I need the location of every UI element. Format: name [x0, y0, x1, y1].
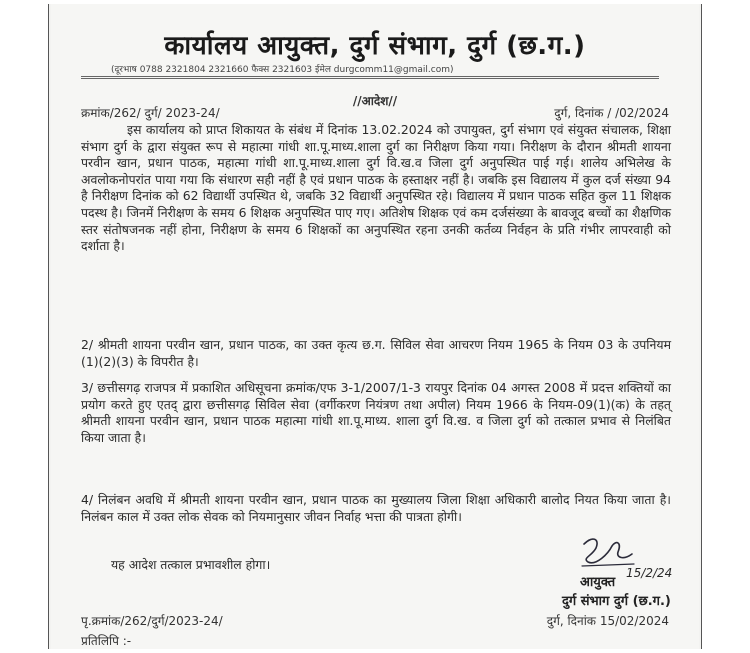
contact-line: (दूरभाष 0788 2321804 2321660 फैक्स 2321603 ईमेल durgcomm11@gmail.com) — [111, 65, 454, 75]
paragraph-2: 2/ श्रीमती शायना परवीन खान, प्रधान पाठक, का उक्त कृत्य छ.ग. सिविल सेवा आचरण नियम 1965 के नियम 03 के उपनियम (1)(2)(3) के विपरीत है। — [81, 337, 671, 369]
paragraph-3: 3/ छत्तीसगढ़ राजपत्र में प्रकाशित अधिसूचना क्रमांक/एफ 3-1/2007/1-3 रायपुर दिनांक 04 अगस्त 2008 में प्रदत्त शक्तियों का प्रयोग करते हुए एतद् द्वारा छत्तीसगढ़ सिविल सेवा (वर्गीकरण नियंत्रण तथा अपील) नियम 1966 के नियम-09(1)(क) के तहत् श्रीमती शायना परवीन खान, प्रधान पाठक महात्मा गांधी शा.पू.माध्य. शाला दुर्ग वि.ख. व जिला दुर्ग को तत्काल प्रभाव से निलंबित किया जाता है। — [81, 380, 671, 445]
copy-to-label: प्रतिलिपि :- — [81, 634, 132, 648]
signature-mark — [578, 534, 638, 570]
office-title: कार्यालय आयुक्त, दुर्ग संभाग, दुर्ग (छ.ग.) — [164, 31, 586, 61]
order-heading: //आदेश// — [352, 94, 398, 108]
signature-block — [506, 534, 702, 614]
paragraph-1-text: इस कार्यालय को प्राप्त शिकायत के संबंध में दिनांक 13.02.2024 को उपायुक्त, दुर्ग संभाग एवं संयुक्त संचालक, शिक्षा संभाग दुर्ग के द्वारा संयुक्त रूप से महात्मा गांधी शा.पू.माध्य.शाला दुर्ग का निरीक्षण किया गया। निरीक्षण के दौरान श्रीमती शायना परवीन खान, प्रधान पाठक, महात्मा गांधी शा.पू.माध्य.शाला दुर्ग वि.ख.व जिला दुर्ग अनुपस्थित पाई गई। शालेय अभिलेख के अवलोकनोपरांत पाया गया कि संधारण सही नहीं है एवं प्रधान पाठक के हस्ताक्षर नहीं है। जबकि इस विद्यालय में कुल दर्ज संख्या 94 है निरीक्षण दिनांक को 62 विद्यार्थी उपस्थित थे, जबकि 32 विद्यार्थी अनुपस्थित रहे। विद्यालय में प्रधान पाठक सहित कुल 11 शिक्षक पदस्थ है। जिनमें निरीक्षण के समय 6 शिक्षक अनुपस्थित पाए गए। अतिशेष शिक्षक एवं कम दर्जसंख्या के बावजूद बच्चों का शैक्षणिक स्तर संतोषजनक नहीं होना, निरीक्षण के समय 6 शिक्षकों का अनुपस्थित रहना उनकी कर्तव्य निर्वहन के प्रति गंभीर लापरवाही को दर्शाता है। — [81, 122, 671, 254]
signatory-title: आयुक्त — [580, 575, 616, 590]
order-date: दुर्ग, दिनांक / /02/2024 — [554, 106, 669, 120]
paragraph-5: यह आदेश तत्काल प्रभावशील होगा। — [111, 557, 271, 572]
endorsement-number: पृ.क्रमांक/262/दुर्ग/2023-24/ — [81, 614, 223, 628]
header-rule — [81, 76, 659, 77]
paragraph-4: 4/ निलंबन अवधि में श्रीमती शायना परवीन खान, प्रधान पाठक का मुख्यालय जिला शिक्षा अधिकारी बालोद नियत किया जाता है। निलंबन काल में उक्त लोक सेवक को नियमानुसार जीवन निर्वाह भत्ता की पात्रता होगी। — [81, 492, 671, 524]
endorsement-date: दुर्ग, दिनांक 15/02/2024 — [546, 614, 669, 628]
order-number: क्रमांक/262/ दुर्ग/ 2023-24/ — [81, 106, 220, 120]
order-reference-line — [81, 104, 669, 121]
document-sheet — [51, 4, 699, 649]
document-frame — [48, 4, 702, 649]
paragraph-1 — [81, 122, 671, 255]
header-rule-double — [81, 78, 659, 79]
signatory-office: दुर्ग संभाग दुर्ग (छ.ग.) — [562, 594, 671, 609]
signature-handwritten-date: 15/2/24 — [626, 566, 673, 580]
